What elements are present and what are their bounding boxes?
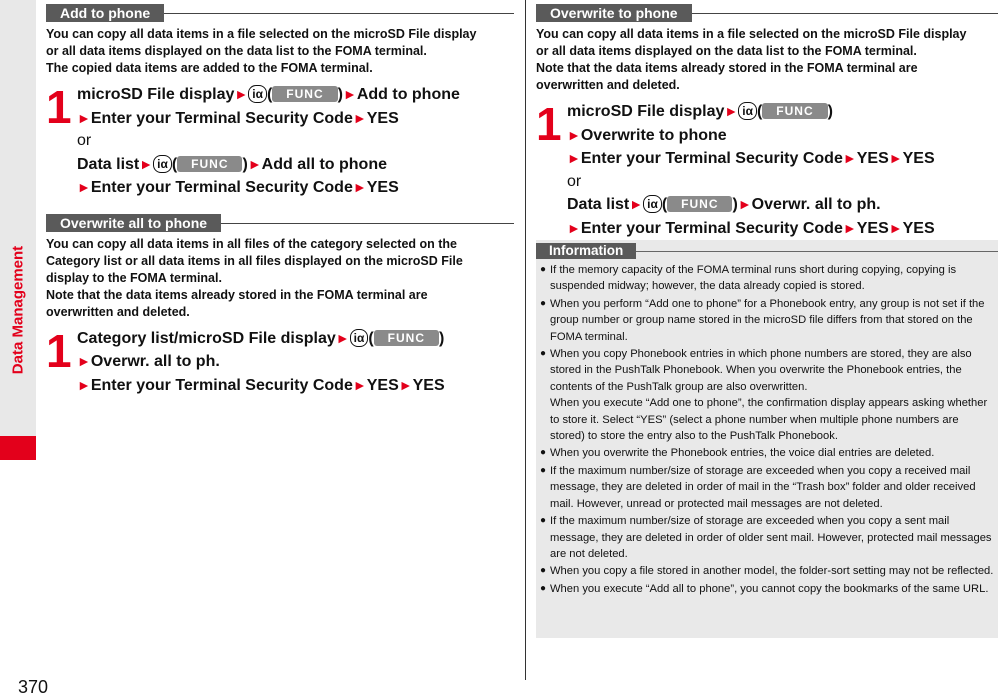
arrow-icon: ► — [842, 150, 857, 166]
information-box — [536, 240, 998, 638]
information-item: ● If the memory capacity of the FOMA terminal runs short during copying, copying is suspended midway; however, the data already copied is stored. — [540, 264, 957, 293]
i-menu-key-icon: iα — [643, 195, 662, 213]
section-header-add-to-phone — [46, 4, 514, 22]
bullet-icon: ● — [540, 264, 547, 275]
arrow-icon: ► — [567, 150, 581, 166]
arrow-icon: ► — [352, 376, 367, 393]
func-softkey-icon: FUNC — [667, 196, 732, 212]
step-number: 1 — [536, 98, 562, 150]
arrow-icon: ► — [234, 86, 249, 102]
arrow-icon: ► — [77, 353, 91, 369]
arrow-icon: ► — [629, 196, 644, 212]
page-number: 370 — [18, 677, 49, 697]
information-item: ● If the maximum number/size of storage are exceeded when you copy a received mail message, they are deleted in order of mail in the “Trash box” folder and older received mail. However, unread or protected mail messages are not deleted. — [540, 464, 976, 510]
i-menu-key-icon: iα — [350, 329, 369, 347]
side-tab-marker — [0, 436, 36, 460]
information-title: Information — [536, 243, 636, 259]
arrow-icon: ► — [342, 86, 357, 102]
step-overwrite-to-phone: 1 microSD File display► iα ( FUNC ) ►Overwrite to phone ►Enter your Terminal Security Code►YES►YES or Data list► iα ( FUNC )►Overwr. all to ph. ►Enter your Terminal Security Code►YES►YES — [536, 98, 935, 237]
arrow-icon: ► — [247, 155, 262, 172]
information-item: ● When you copy a file stored in another model, the folder-sort setting may not be reflected. — [540, 563, 996, 579]
section-header-overwrite-all — [46, 214, 514, 232]
step-add-to-phone: 1 microSD File display► iα ( FUNC )►Add to phone ►Enter your Terminal Security Code►YES or Data list► iα ( FUNC )►Add all to phone ►Enter your Terminal Security Code►YES — [46, 81, 460, 196]
bullet-icon: ● — [540, 582, 547, 594]
func-softkey-icon: FUNC — [177, 156, 242, 172]
section-header-overwrite-to-phone — [536, 4, 998, 22]
section-description: You can copy all data items in a file selected on the microSD File display or all data items displayed on the data list to the FOMA terminal. The copied data items are added to the FOMA terminal. — [46, 27, 477, 75]
arrow-icon: ► — [888, 219, 903, 236]
i-menu-key-icon: iα — [248, 85, 267, 103]
arrow-icon: ► — [77, 376, 91, 393]
information-header — [536, 240, 998, 258]
bullet-icon: ● — [540, 565, 547, 577]
arrow-icon: ► — [888, 150, 903, 166]
information-list — [536, 262, 998, 597]
arrow-icon: ► — [352, 109, 367, 126]
arrow-icon: ► — [567, 126, 581, 143]
bullet-icon: ● — [540, 447, 547, 459]
arrow-icon: ► — [737, 196, 752, 212]
arrow-icon: ► — [77, 179, 91, 195]
bullet-icon: ● — [540, 348, 547, 360]
arrow-icon: ► — [139, 155, 154, 172]
i-menu-key-icon: iα — [738, 102, 757, 120]
step-number: 1 — [46, 324, 72, 377]
information-item: ● When you perform “Add one to phone” for a Phonebook entry, any group is not set if the group number or group name stored in the microSD file differs from that stored on the FOMA terminal. — [540, 297, 985, 343]
section-title: Overwrite all to phone — [46, 214, 221, 232]
left-column — [46, 0, 514, 397]
func-softkey-icon: FUNC — [762, 103, 827, 119]
side-label: Data Management — [9, 245, 27, 375]
func-softkey-icon: FUNC — [272, 86, 337, 102]
arrow-icon: ► — [77, 109, 91, 126]
information-item: ● When you copy Phonebook entries in which phone numbers are stored, they are also stored in the PushTalk Phonebook. When you overwrite the Phonebook entries, the contents of the PushTalk group are also overwritten. When you execute “Add one to phone”, the confirmation display appears asking whether to store it. Select “YES” (select a phone number when multiple phone numbers are stored) to store the entry also to the PushTalk Phonebook. — [540, 348, 988, 443]
section-description: You can copy all data items in a file selected on the microSD File display or all data items displayed on the data list to the FOMA terminal. Note that the data items already stored in the FOMA terminal are overwritten and deleted. — [536, 27, 967, 92]
func-softkey-icon: FUNC — [374, 330, 439, 346]
section-title: Overwrite to phone — [536, 4, 692, 22]
arrow-icon: ► — [352, 179, 367, 195]
step-overwrite-all: 1 Category list/microSD File display► iα ( FUNC ) ►Overwr. all to ph. ►Enter your Terminal Security Code►YES►YES — [46, 324, 445, 394]
information-item: ● If the maximum number/size of storage are exceeded when you copy a sent mail message, they are deleted in order of older sent mail. However, protected mail messages are not deleted. — [540, 515, 992, 560]
step-number: 1 — [46, 81, 72, 133]
arrow-icon: ► — [842, 219, 857, 236]
arrow-icon: ► — [335, 329, 350, 346]
section-title: Add to phone — [46, 4, 164, 22]
bullet-icon: ● — [540, 515, 547, 527]
arrow-icon: ► — [398, 376, 413, 393]
arrow-icon: ► — [567, 219, 581, 236]
arrow-icon: ► — [724, 103, 739, 119]
information-item: ● When you overwrite the Phonebook entries, the voice dial entries are deleted. — [540, 445, 996, 461]
section-description: You can copy all data items in all files of the category selected on the Category list or all data items in all files displayed on the microSD File display to the FOMA terminal. Note that the data items already stored in the FOMA terminal are overwritten and deleted. — [46, 236, 463, 319]
bullet-icon: ● — [540, 297, 547, 309]
information-item: ● When you execute “Add all to phone”, you cannot copy the bookmarks of the same URL. — [540, 581, 996, 597]
i-menu-key-icon: iα — [153, 155, 172, 173]
right-column — [536, 0, 998, 240]
column-divider — [525, 0, 526, 680]
bullet-icon: ● — [540, 464, 547, 476]
